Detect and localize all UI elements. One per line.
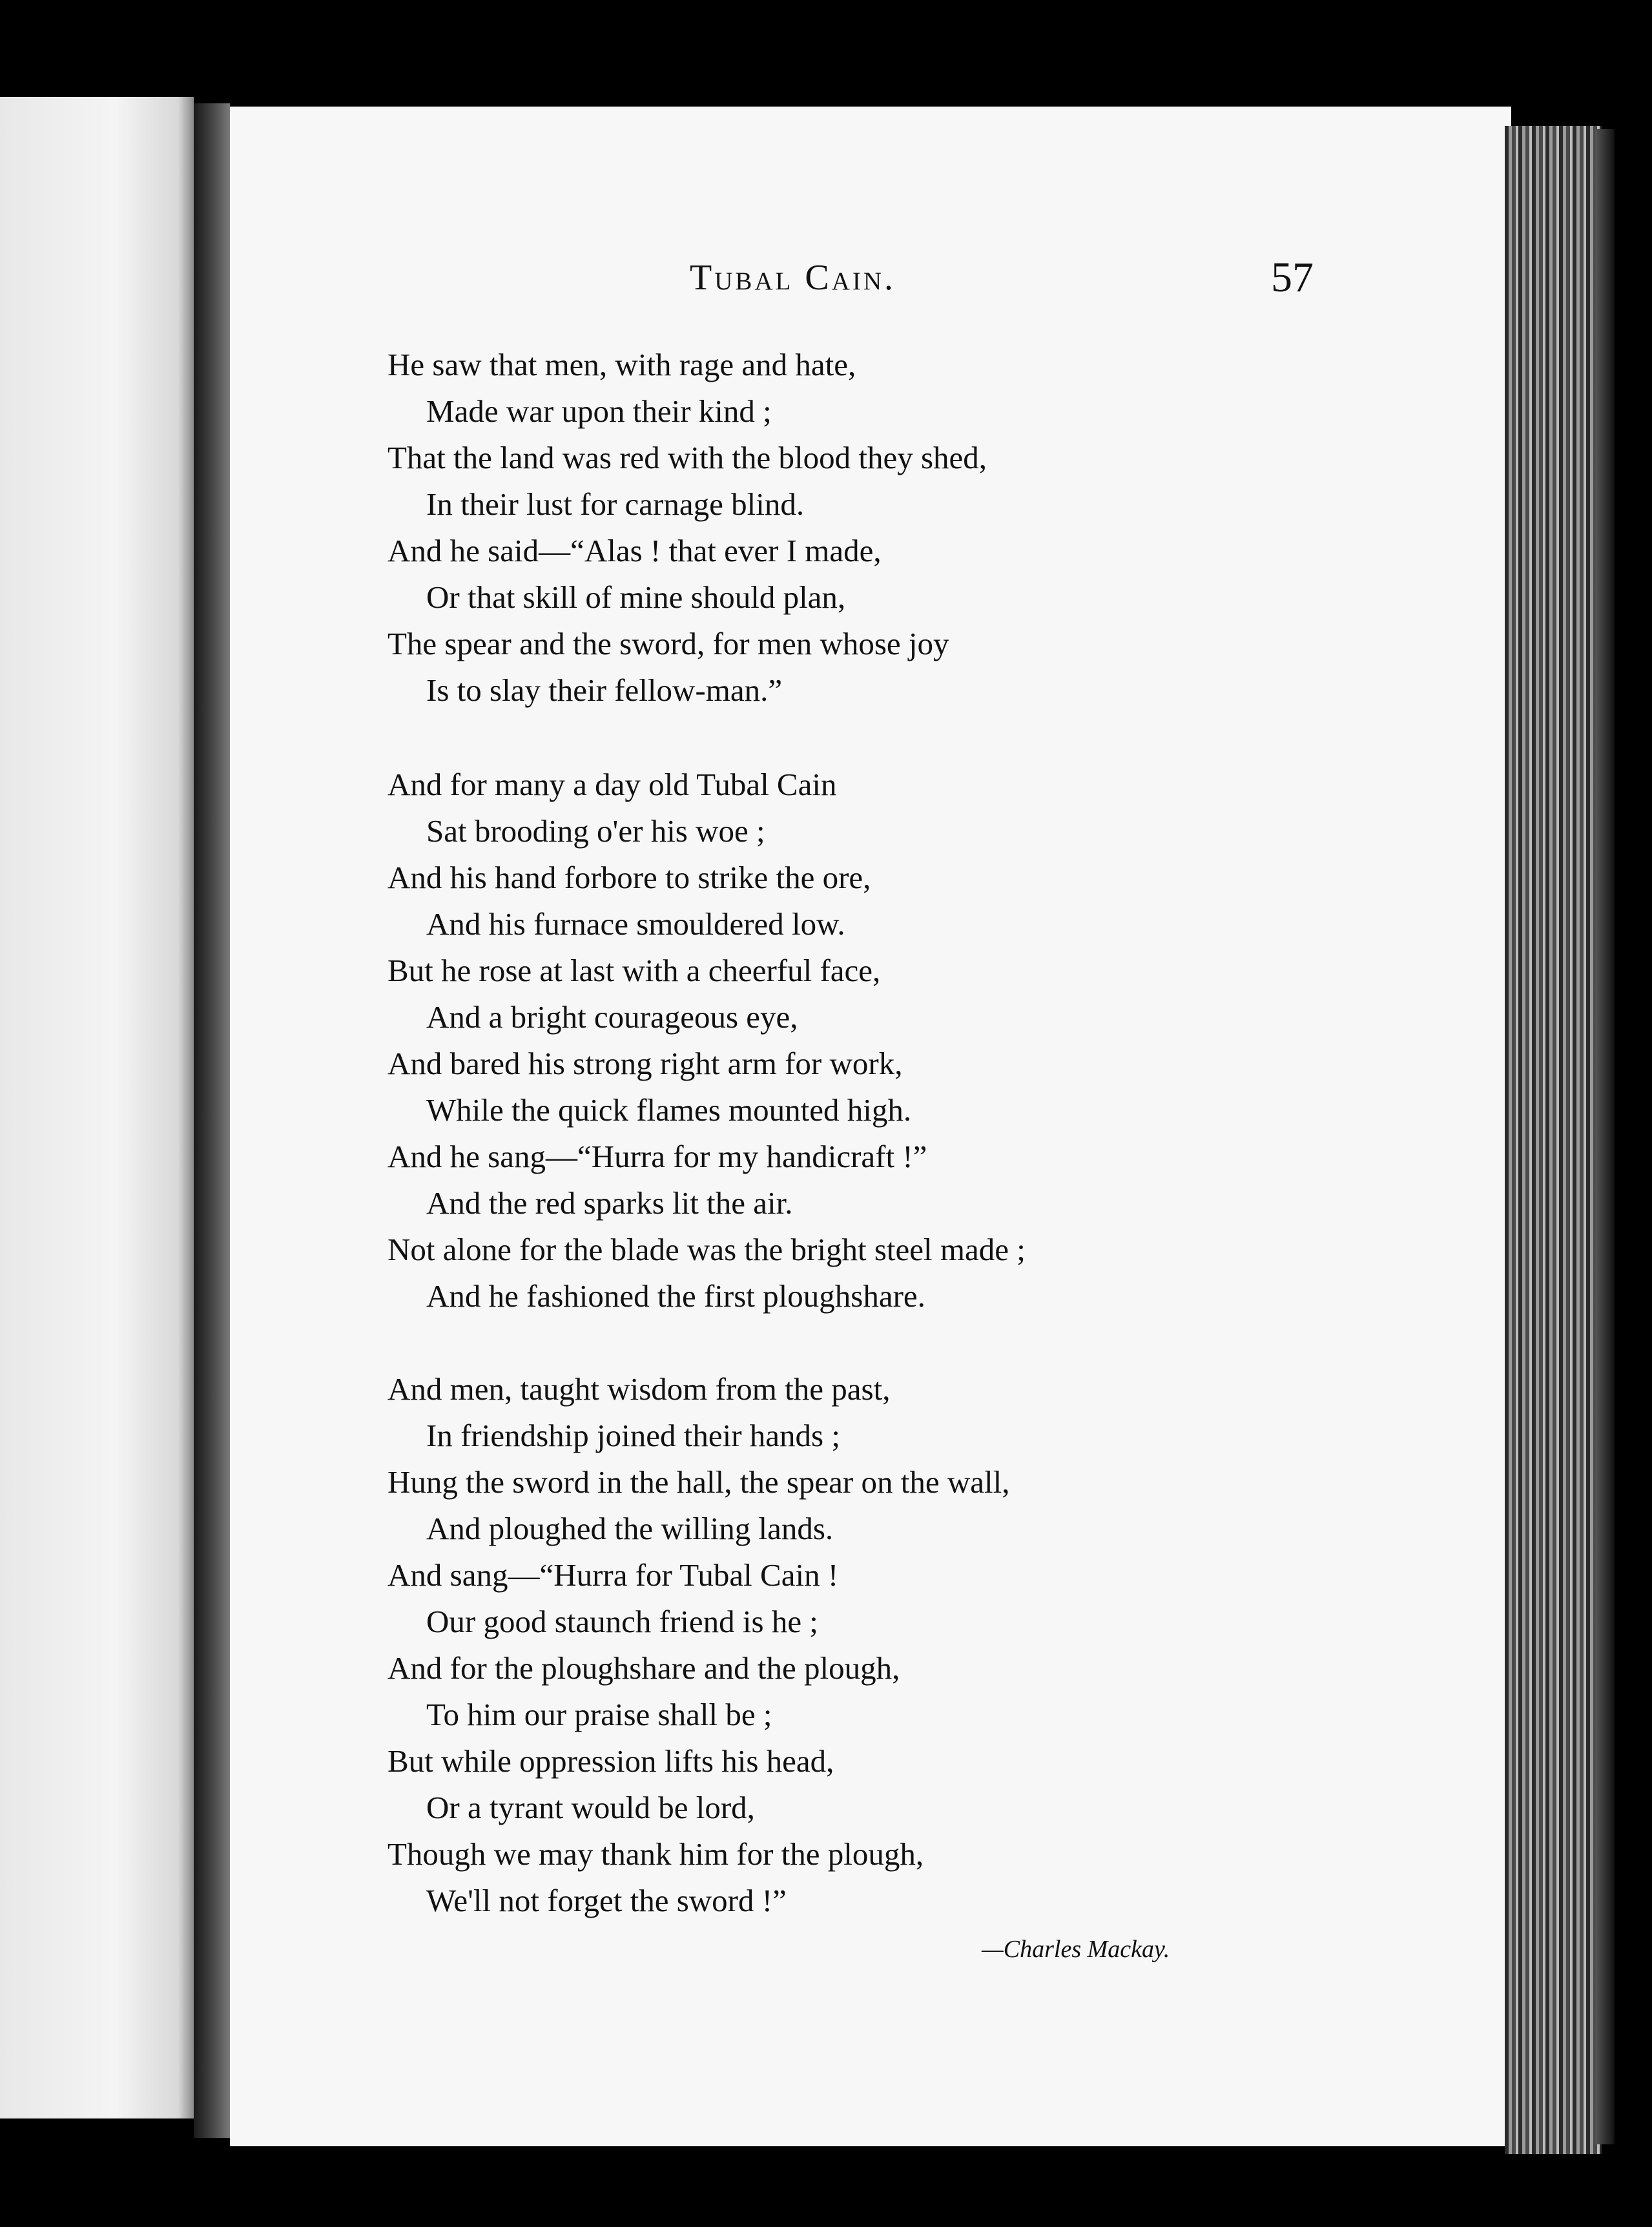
page-title: Tubal Cain. <box>690 258 896 298</box>
poem-line: Or that skill of mine should plan, <box>426 579 846 615</box>
poem-line: Sat brooding o'er his woe ; <box>426 813 765 849</box>
poem-line: That the land was red with the blood they shed, <box>387 440 987 475</box>
poem-line: We'll not forget the sword !” <box>426 1883 787 1918</box>
poem-line: And his hand forbore to strike the ore, <box>387 860 871 895</box>
poem-line: Is to slay their fellow-man.” <box>426 672 783 708</box>
poem-line: In friendship joined their hands ; <box>426 1418 840 1453</box>
page-number: 57 <box>1271 254 1314 301</box>
poem-line: Our good staunch friend is he ; <box>426 1604 818 1639</box>
poem-line: And he fashioned the first ploughshare. <box>426 1278 925 1314</box>
poem-line: And bared his strong right arm for work, <box>387 1046 903 1081</box>
poem-line: Not alone for the blade was the bright steel made ; <box>387 1232 1026 1267</box>
poem-line: And his furnace smouldered low. <box>426 906 845 942</box>
poem-line: Or a tyrant would be lord, <box>426 1790 755 1825</box>
poem-line: And he sang—“Hurra for my handicraft !” <box>387 1139 927 1174</box>
poem-attribution: —Charles Mackay. <box>982 1936 1170 1963</box>
poem-line: And the red sparks lit the air. <box>426 1185 793 1221</box>
poem-line: While the quick flames mounted high. <box>426 1092 912 1128</box>
poem-line: In their lust for carnage blind. <box>426 486 805 522</box>
poem-line: And he said—“Alas ! that ever I made, <box>387 533 882 568</box>
poem-line: But he rose at last with a cheerful face, <box>387 953 881 988</box>
poem-line: But while oppression lifts his head, <box>387 1743 834 1779</box>
poem-line: And for many a day old Tubal Cain <box>387 767 837 802</box>
poem-line: Though we may thank him for the plough, <box>387 1836 924 1872</box>
poem-line: He saw that men, with rage and hate, <box>387 347 856 382</box>
poem-line: And men, taught wisdom from the past, <box>387 1371 891 1407</box>
poem-line: To him our praise shall be ; <box>426 1697 772 1732</box>
poem-line: And ploughed the willing lands. <box>426 1511 834 1546</box>
poem-line: Hung the sword in the hall, the spear on the wall, <box>387 1464 1010 1500</box>
poem-line: Made war upon their kind ; <box>426 393 772 429</box>
poem-line: The spear and the sword, for men whose joy <box>387 626 949 661</box>
poem-line: And for the ploughshare and the plough, <box>387 1650 900 1686</box>
poem-line: And a bright courageous eye, <box>426 999 798 1035</box>
poem-line: And sang—“Hurra for Tubal Cain ! <box>387 1557 839 1593</box>
